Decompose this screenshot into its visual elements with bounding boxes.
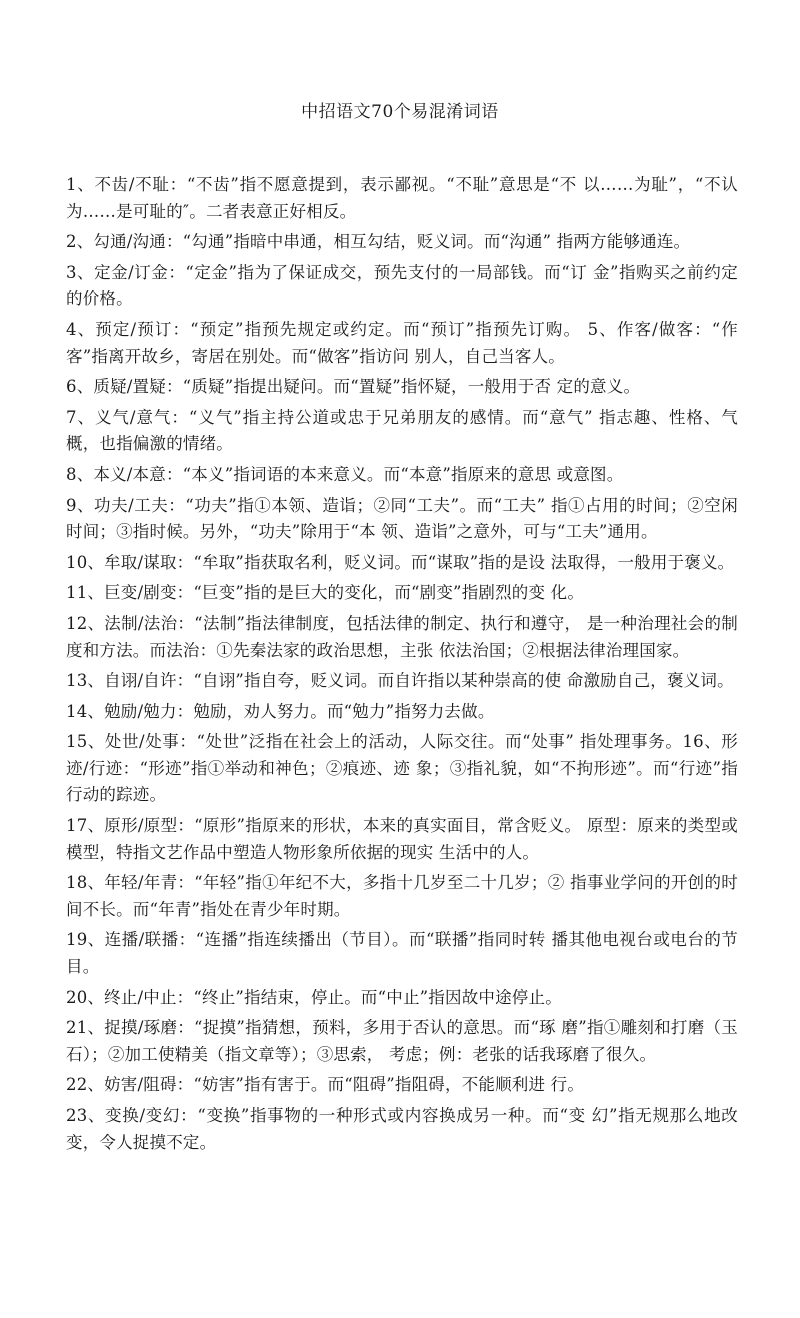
paragraph-16: 18、年轻/年青：“年轻”指①年纪不大，多指十几岁至二十几岁；② 指事业学问的开创的时间不长。而“年青”指处在青少年时期。 [66, 873, 738, 919]
paragraph-11: 12、法制/法治：“法制”指法律制度，包括法律的制定、执行和遵守， 是一种治理社会的制度和方法。而法治：①先秦法家的政治思想，主张 依法治国；②根据法律治理国家。 [66, 613, 738, 660]
paragraph-4: 4、预定/预订：“预定”指预先规定或约定。而“预订”指预先订购。 5、作客/做客：“作客”指离开故乡，寄居在别处。而“做客”指访问 别人，自己当客人。 [66, 319, 738, 366]
paragraph-13: 14、勉励/勉力：勉励，劝人努力。而“勉力”指努力去做。 [66, 701, 495, 721]
paragraph-8: 9、功夫/工夫：“功夫”指①本领、造诣；②同“工夫”。而“工夫” 指①占用的时间；②空闲时间；③指时候。另外，“功夫”除用于“本 领、造诣”之意外，可与“工夫”通用。 [66, 495, 738, 542]
paragraph-7: 8、本义/本意：“本义”指词语的本来意义。而“本意”指原来的意思 或意图。 [66, 464, 624, 484]
paragraph-12: 13、自诩/自许：“自诩”指自夸，贬义词。而自许指以某种崇高的使 命激励自己，褒义词。 [66, 671, 734, 691]
paragraph-9: 10、牟取/谋取：“牟取”指获取名利，贬义词。而“谋取”指的是设 法取得，一般用于褒义。 [66, 552, 735, 572]
paragraph-6: 7、义气/意气：“义气”指主持公道或忠于兄弟朋友的感情。而“意气” 指志趣、性格、气概，也指偏激的情绪。 [66, 407, 738, 454]
paragraph-3: 3、定金/订金：“定金”指为了保证成交，预先支付的一局部钱。而“订 金”指购买之前约定的价格。 [66, 262, 738, 309]
paragraph-10: 11、巨变/剧变：“巨变”指的是巨大的变化，而“剧变”指剧烈的变 化。 [66, 583, 585, 603]
document-body [66, 172, 738, 1160]
paragraph-19: 21、捉摸/琢磨：“捉摸”指猜想，预料，多用于否认的意思。而“琢 磨”指①雕刻和打磨（玉石）；②加工使精美（指文章等）；③思索， 考虑；例：老张的话我琢磨了很久。 [66, 1018, 738, 1064]
paragraph-5: 6、质疑/置疑：“质疑”指提出疑问。而“置疑”指怀疑，一般用于否 定的意义。 [66, 377, 641, 397]
paragraph-21: 23、变换/变幻：“变换”指事物的一种形式或内容换成另一种。而“变 幻”指无规那么地改变，令人捉摸不定。 [66, 1106, 738, 1152]
paragraph-2: 2、勾通/沟通：“勾通”指暗中串通，相互勾结，贬义词。而“沟通” 指两方能够通连。 [66, 232, 691, 252]
paragraph-20: 22、妨害/阻碍：“妨害”指有害于。而“阻碍”指阻碍，不能顺利进 行。 [66, 1075, 585, 1095]
document-title: 中招语文70个易混淆词语 [301, 102, 499, 122]
paragraph-18: 20、终止/中止：“终止”指结束，停止。而“中止”指因故中途停止。 [66, 987, 562, 1007]
paragraph-17: 19、连播/联播：“连播”指连续播出（节目）。而“联播”指同时转 播其他电视台或电台的节目。 [66, 930, 738, 977]
paragraph-1: 1、不齿/不耻：“不齿”指不愿意提到，表示鄙视。“不耻”意思是“不 以……为耻”，“不认为……是可耻的″。二者表意正好相反。 [66, 175, 738, 221]
paragraph-15: 17、原形/原型：“原形”指原来的形状，本来的真实面目，常含贬义。 原型：原来的类型或模型，特指文艺作品中塑造人物形象所依据的现实 生活中的人。 [66, 816, 738, 862]
paragraph-14: 15、处世/处事：“处世”泛指在社会上的活动，人际交往。而“处事” 指处理事务。16、形迹/行迹：“形迹”指①举动和神色；②痕迹、迹 象；③指礼貌，如“不拘形迹”。而“行迹”指行动的踪迹。 [66, 732, 738, 805]
